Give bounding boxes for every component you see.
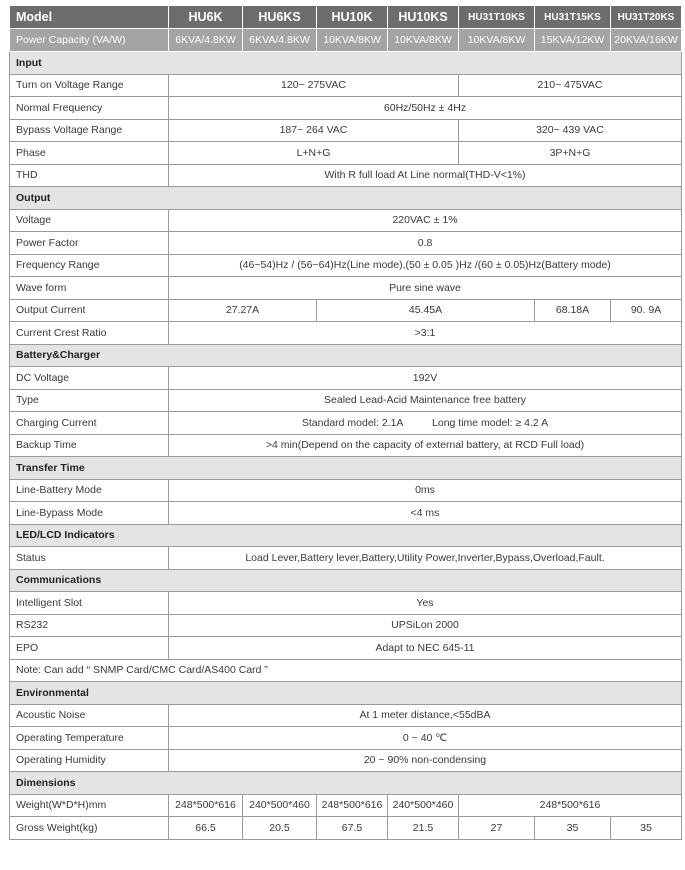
row-value: 21.5 [388, 817, 459, 840]
row-label: Power Factor [10, 232, 169, 255]
row-value: >3:1 [169, 322, 682, 345]
table-row [10, 592, 682, 615]
section-title: Dimensions [10, 772, 682, 795]
row-value: 240*500*460 [388, 794, 459, 817]
row-value: Pure sine wave [169, 277, 682, 300]
table-row [10, 367, 682, 390]
table-row [10, 389, 682, 412]
row-value: Yes [169, 592, 682, 615]
row-label: Operating Humidity [10, 749, 169, 772]
row-value: 90. 9A [611, 299, 682, 322]
model-hu6ks: HU6KS [243, 6, 317, 29]
table-row [10, 502, 682, 525]
model-row [10, 6, 682, 29]
section-title: Environmental [10, 682, 682, 705]
model-hu6k: HU6K [169, 6, 243, 29]
row-value: 320~ 439 VAC [459, 119, 682, 142]
row-label: Turn on Voltage Range [10, 74, 169, 97]
capacity-cell: 6KVA/4.8KW [169, 29, 243, 52]
model-hu31t10ks: HU31T10KS [459, 6, 535, 29]
row-value: UPSiLon 2000 [169, 614, 682, 637]
row-label: Phase [10, 142, 169, 165]
row-label: Frequency Range [10, 254, 169, 277]
table-row [10, 209, 682, 232]
section-transfer [10, 457, 682, 480]
section-input [10, 52, 682, 75]
section-title: Transfer Time [10, 457, 682, 480]
section-battery [10, 344, 682, 367]
capacity-cell: 10KVA/8KW [388, 29, 459, 52]
table-row [10, 434, 682, 457]
model-label: Model [10, 6, 169, 29]
table-row [10, 794, 682, 817]
section-title: Communications [10, 569, 682, 592]
section-title: Input [10, 52, 682, 75]
row-value: 210~ 475VAC [459, 74, 682, 97]
row-value: 35 [535, 817, 611, 840]
row-label: Normal Frequency [10, 97, 169, 120]
row-value: 120~ 275VAC [169, 74, 459, 97]
section-output [10, 187, 682, 210]
row-label: Wave form [10, 277, 169, 300]
capacity-cell: 10KVA/8KW [459, 29, 535, 52]
row-value: 192V [169, 367, 682, 390]
table-row [10, 299, 682, 322]
row-value: 240*500*460 [243, 794, 317, 817]
table-row [10, 164, 682, 187]
section-title: Battery&Charger [10, 344, 682, 367]
model-hu31t15ks: HU31T15KS [535, 6, 611, 29]
row-label: Charging Current [10, 412, 169, 435]
capacity-cell: 10KVA/8KW [317, 29, 388, 52]
row-label: Gross Weight(kg) [10, 817, 169, 840]
section-title: Output [10, 187, 682, 210]
row-value: <4 ms [169, 502, 682, 525]
row-value: (46~54)Hz / (56~64)Hz(Line mode),(50 ± 0.05 )Hz /(60 ± 0.05)Hz(Battery mode) [169, 254, 682, 277]
table-row [10, 119, 682, 142]
communications-note: Note: Can add “ SNMP Card/CMC Card/AS400 Card ” [10, 659, 682, 682]
row-label: THD [10, 164, 169, 187]
note-row [10, 659, 682, 682]
row-value: >4 min(Depend on the capacity of external battery, at RCD Full load) [169, 434, 682, 457]
table-row [10, 74, 682, 97]
row-value: 248*500*616 [169, 794, 243, 817]
table-row [10, 817, 682, 840]
capacity-label: Power Capacity (VA/W) [10, 29, 169, 52]
model-hu10ks: HU10KS [388, 6, 459, 29]
row-value: 27 [459, 817, 535, 840]
row-value: With R full load At Line normal(THD-V<1%) [169, 164, 682, 187]
section-title: LED/LCD Indicators [10, 524, 682, 547]
capacity-cell: 15KVA/12KW [535, 29, 611, 52]
row-label: Operating Temperature [10, 727, 169, 750]
section-environmental [10, 682, 682, 705]
row-label: RS232 [10, 614, 169, 637]
row-value: 220VAC ± 1% [169, 209, 682, 232]
row-label: Acoustic Noise [10, 704, 169, 727]
row-value: 66.5 [169, 817, 243, 840]
spec-sheet [9, 5, 681, 840]
row-label: Output Current [10, 299, 169, 322]
row-value: 3P+N+G [459, 142, 682, 165]
row-value: 248*500*616 [459, 794, 682, 817]
row-value: 60Hz/50Hz ± 4Hz [169, 97, 682, 120]
table-row [10, 97, 682, 120]
section-indicators [10, 524, 682, 547]
row-value: 0 ~ 40 ℃ [169, 727, 682, 750]
row-label: Backup Time [10, 434, 169, 457]
table-row [10, 614, 682, 637]
row-label: Type [10, 389, 169, 412]
table-row [10, 232, 682, 255]
table-row [10, 727, 682, 750]
row-value: 0ms [169, 479, 682, 502]
row-label: Voltage [10, 209, 169, 232]
capacity-cell: 20KVA/16KW [611, 29, 682, 52]
row-label: Line-Battery Mode [10, 479, 169, 502]
table-row [10, 479, 682, 502]
row-label: Intelligent Slot [10, 592, 169, 615]
row-value: At 1 meter distance,<55dBA [169, 704, 682, 727]
row-value: L+N+G [169, 142, 459, 165]
table-row [10, 412, 682, 435]
section-dimensions [10, 772, 682, 795]
table-row [10, 547, 682, 570]
table-row [10, 254, 682, 277]
table-row [10, 322, 682, 345]
row-label: Line-Bypass Mode [10, 502, 169, 525]
row-label: DC Voltage [10, 367, 169, 390]
spec-table [9, 5, 682, 840]
capacity-row [10, 29, 682, 52]
row-label: Weight(W*D*H)mm [10, 794, 169, 817]
row-value: 68.18A [535, 299, 611, 322]
row-label: Current Crest Ratio [10, 322, 169, 345]
row-value: 67.5 [317, 817, 388, 840]
row-value: 248*500*616 [317, 794, 388, 817]
row-value: 0.8 [169, 232, 682, 255]
model-hu31t20ks: HU31T20KS [611, 6, 682, 29]
row-value: 27.27A [169, 299, 317, 322]
row-value: Standard model: 2.1A Long time model: ≥ 4.2 A [169, 412, 682, 435]
row-value: Load Lever,Battery lever,Battery,Utility Power,Inverter,Bypass,Overload,Fault. [169, 547, 682, 570]
table-row [10, 142, 682, 165]
row-label: Status [10, 547, 169, 570]
row-value: 20 ~ 90% non-condensing [169, 749, 682, 772]
row-value: 35 [611, 817, 682, 840]
table-row [10, 277, 682, 300]
section-communications [10, 569, 682, 592]
row-value: 45.45A [317, 299, 535, 322]
row-value: 20.5 [243, 817, 317, 840]
table-row [10, 749, 682, 772]
row-value: Sealed Lead-Acid Maintenance free battery [169, 389, 682, 412]
model-hu10k: HU10K [317, 6, 388, 29]
table-row [10, 637, 682, 660]
row-label: EPO [10, 637, 169, 660]
row-label: Bypass Voltage Range [10, 119, 169, 142]
capacity-cell: 6KVA/4.8KW [243, 29, 317, 52]
table-row [10, 704, 682, 727]
row-value: Adapt to NEC 645-11 [169, 637, 682, 660]
row-value: 187~ 264 VAC [169, 119, 459, 142]
